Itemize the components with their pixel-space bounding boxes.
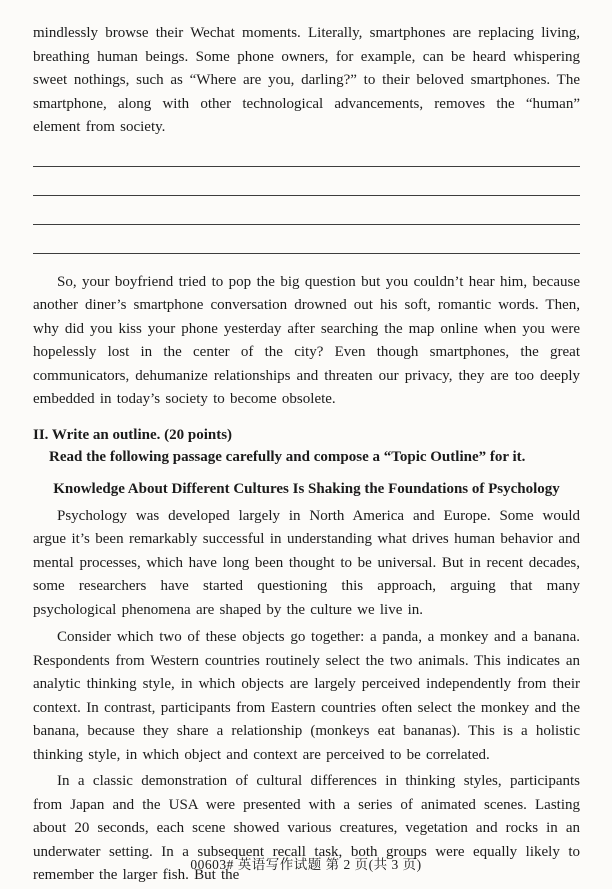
page-footer: 00603# 英语写作试题 第 2 页(共 3 页) [190,857,422,872]
section-ii-heading: II. Write an outline. (20 points) [33,426,233,443]
answer-line [33,167,580,196]
passage-paragraph-panda-monkey-banana: Consider which two of these objects go together: a panda, a monkey and a banana. Respondents from Western countries routinely select the two animals. This indicates an analytic thinking style, in which objects are largely perceived independently from their context. In contrast, participants from Eastern countries often select the monkey and the banana, because they share a relationship (monkeys eat bananas). This is a holistic thinking style, in which object and context are perceived to be correlated. [33,629,580,763]
passage-title: Knowledge About Different Cultures Is Shaking the Foundations of Psychology [53,480,560,497]
paragraph-smartphones-continuation: mindlessly browse their Wechat moments. Literally, smartphones are replacing living, breathing human beings. Some phone owners, for example, can be heard whispering sweet nothings, such as “Where are you, darling?” to their beloved smartphones. The smartphone, along with other technological advancements, removes the “human” element from society. [33,25,580,135]
passage-paragraph-psychology-origins: Psychology was developed largely in North America and Europe. Some would argue it’s been remarkably successful in understanding what drives human behavior and mental processes, which have long been thought to be universal. But in recent decades, some researchers have started questioning this approach, arguing that many psychological phenomena are shaped by the culture we live in. [33,507,580,618]
paragraph-smartphones-conclusion: So, your boyfriend tried to pop the big question but you couldn’t hear him, because another diner’s smartphone conversation drowned out his soft, romantic words. Then, why did you kiss your phone yesterday after searching the map online when you were hopelessly lost in the center of the city? Even though smartphones, the great communicators, dehumanize relationships and threaten our privacy, they are too deeply embedded in today’s society to become obsolete. [33,273,580,407]
answer-line [33,140,580,167]
passage-paragraph-japan-usa-study: In a classic demonstration of cultural differences in thinking styles, participants from Japan and the USA were presented with a series of animated scenes. Lasting about 20 seconds, each scene showed various creatures, vegetation and rocks in an underwater setting. In a subsequent recall task, both groups were equally likely to remember the larger fish. But the [33,773,580,883]
section-ii-instruction: Read the following passage carefully and compose a “Topic Outline” for it. [49,448,526,465]
answer-lines-area [33,140,580,254]
answer-line [33,225,580,254]
answer-line [33,196,580,225]
